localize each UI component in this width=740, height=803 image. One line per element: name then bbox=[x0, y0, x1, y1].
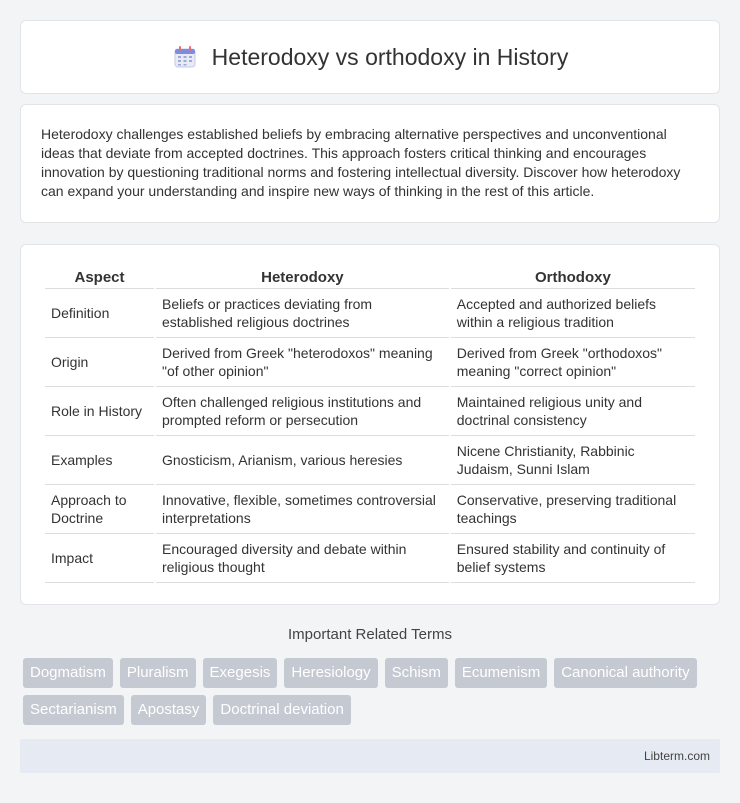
table-cell: Beliefs or practices deviating from established religious doctrines bbox=[156, 289, 449, 338]
table-cell: Maintained religious unity and doctrinal consistency bbox=[451, 387, 695, 436]
intro-card bbox=[20, 104, 720, 223]
header-orthodoxy: Orthodoxy bbox=[451, 265, 695, 289]
related-term-tag[interactable]: Sectarianism bbox=[23, 695, 124, 725]
table-cell: Examples bbox=[45, 436, 154, 485]
related-term-tag[interactable]: Dogmatism bbox=[23, 658, 113, 688]
related-term-tag[interactable]: Schism bbox=[385, 658, 448, 688]
footer-site-link[interactable]: Libterm.com bbox=[643, 749, 710, 763]
table-cell: Impact bbox=[45, 534, 154, 583]
table-cell: Definition bbox=[45, 289, 154, 338]
table-cell: Role in History bbox=[45, 387, 154, 436]
related-term-tag[interactable]: Exegesis bbox=[203, 658, 278, 688]
table-cell: Approach to Doctrine bbox=[45, 485, 154, 534]
related-terms-list bbox=[23, 658, 723, 725]
related-term-tag[interactable]: Canonical authority bbox=[554, 658, 696, 688]
table-cell: Gnosticism, Arianism, various heresies bbox=[156, 436, 449, 485]
table-row bbox=[45, 387, 695, 436]
related-term-tag[interactable]: Doctrinal deviation bbox=[213, 695, 350, 725]
table-header-row bbox=[45, 265, 695, 289]
table-row bbox=[45, 436, 695, 485]
header-heterodoxy: Heterodoxy bbox=[156, 265, 449, 289]
related-terms-title: Important Related Terms bbox=[288, 626, 452, 643]
calendar-icon bbox=[172, 44, 198, 70]
table-cell: Encouraged diversity and debate within religious thought bbox=[156, 534, 449, 583]
footer bbox=[20, 739, 720, 773]
table-cell: Derived from Greek "orthodoxos" meaning "correct opinion" bbox=[451, 338, 695, 387]
table-cell: Accepted and authorized beliefs within a religious tradition bbox=[451, 289, 695, 338]
table-cell: Often challenged religious institutions and prompted reform or persecution bbox=[156, 387, 449, 436]
table-cell: Innovative, flexible, sometimes controversial interpretations bbox=[156, 485, 449, 534]
related-term-tag[interactable]: Apostasy bbox=[131, 695, 207, 725]
table-cell: Ensured stability and continuity of belief systems bbox=[451, 534, 695, 583]
table-row bbox=[45, 485, 695, 534]
related-term-tag[interactable]: Pluralism bbox=[120, 658, 196, 688]
comparison-table bbox=[43, 265, 697, 583]
related-term-tag[interactable]: Ecumenism bbox=[455, 658, 547, 688]
table-cell: Conservative, preserving traditional teachings bbox=[451, 485, 695, 534]
page-title: Heterodoxy vs orthodoxy in History bbox=[211, 43, 569, 70]
page-header bbox=[20, 20, 720, 94]
header-aspect: Aspect bbox=[45, 265, 154, 289]
comparison-card bbox=[20, 244, 720, 605]
table-cell: Derived from Greek "heterodoxos" meaning "of other opinion" bbox=[156, 338, 449, 387]
table-cell: Nicene Christianity, Rabbinic Judaism, Sunni Islam bbox=[451, 436, 695, 485]
table-cell: Origin bbox=[45, 338, 154, 387]
table-row bbox=[45, 338, 695, 387]
table-row bbox=[45, 289, 695, 338]
intro-text: Heterodoxy challenges established beliefs by embracing alternative perspectives and unconventional ideas that deviate from accepted doctrines. This approach fosters critical thinking and encourages innovation by questioning traditional norms and fostering intellectual diversity. Discover how heterodoxy can expand your understanding and inspire new ways of thinking in the rest of this article. bbox=[41, 126, 681, 199]
related-term-tag[interactable]: Heresiology bbox=[284, 658, 377, 688]
table-row bbox=[45, 534, 695, 583]
